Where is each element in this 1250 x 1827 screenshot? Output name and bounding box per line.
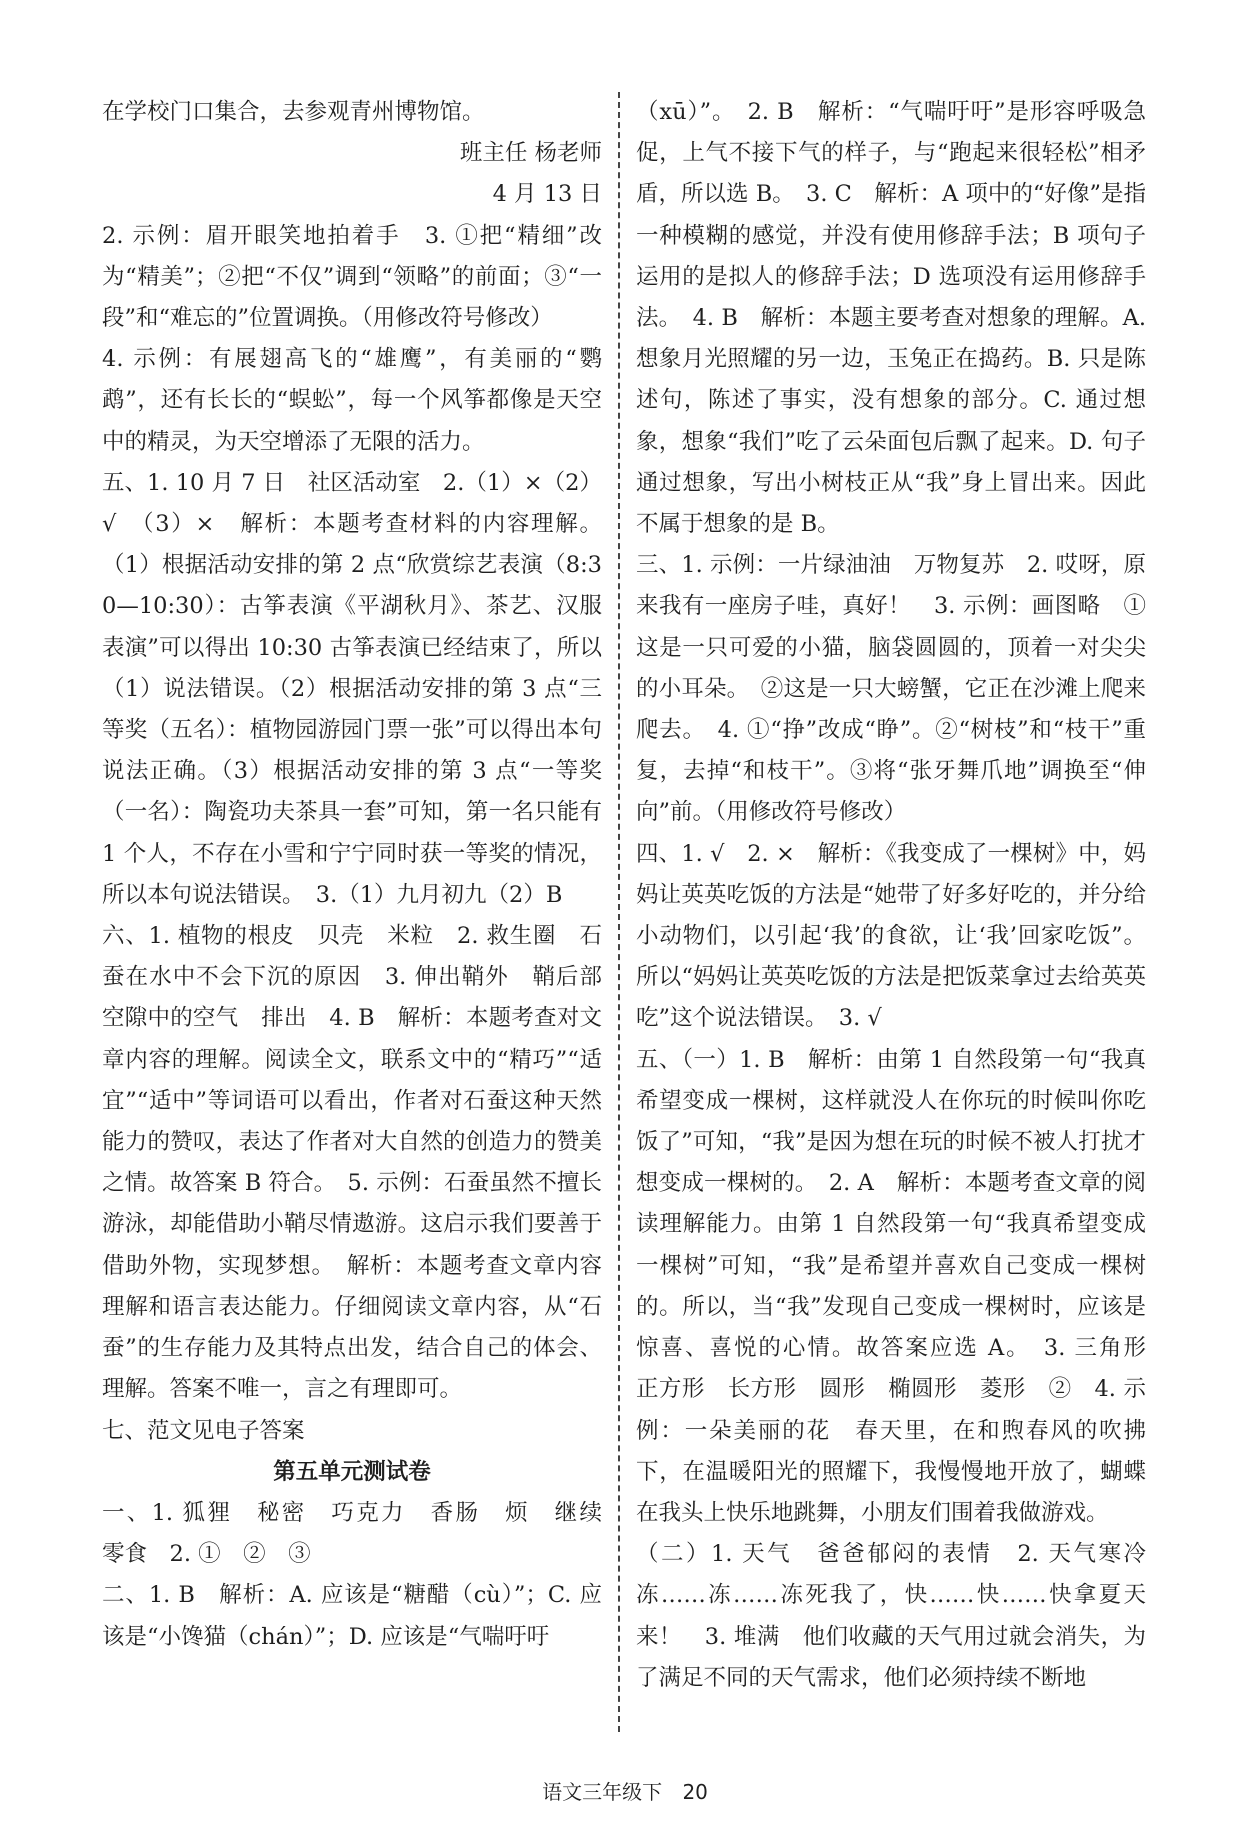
left-column xyxy=(102,92,625,1658)
right-column xyxy=(636,92,1169,1699)
right-paragraph-4: （二）1. 天气 爸爸郁闷的表情 2. 天气寒冷 冻……冻……冻死我了，快……快……快拿夏天来！ 3. 堆满 他们收藏的天气用过就会消失，为了满足不同的天气需求，他们必须持续不断地 xyxy=(636,1541,1169,1691)
left-after-title-0: 一、1. 狐狸 秘密 巧克力 香肠 烦 继续 零食 2. ① ② ③ xyxy=(102,1499,625,1568)
column-divider xyxy=(618,92,620,1732)
page-footer xyxy=(0,1776,1250,1805)
right-paragraph-1: 三、1. 示例：一片绿油油 万物复苏 2. 哎呀，原来我有一座房子哇，真好！ 3. 示例：画图略 ①这是一只可爱的小猫，脑袋圆圆的，顶着一对尖尖的小耳朵。 ②这是一只大螃蟹，它正在沙滩上爬来爬去。 4. ①“挣”改成“睁”。②“树枝”和“枝干”重复，去掉“和枝干”。③将“张牙舞爪地”调换至“伸向”前。（用修改符号修改） xyxy=(636,552,1146,826)
left-paragraph-2: 4. 示例：有展翅高飞的“雄鹰”，有美丽的“鹦鹉”，还有长长的“蜈蚣”，每一个风筝都像是天空中的精灵，为天空增添了无限的活力。 xyxy=(102,346,602,455)
right-paragraph-2: 四、1. √ 2. × 解析：《我变成了一棵树》中，妈妈让英英吃饭的方法是“她带了好多好吃的，并分给小动物们，以引起‘我’的食欲，让‘我’回家吃饭”。所以“妈妈让英英吃饭的方法是把饭菜拿过去给英英吃”这个说法错误。 3. √ xyxy=(636,840,1146,1032)
page-number: 20 xyxy=(682,1780,708,1804)
left-paragraph-0: 在学校门口集合，去参观青州博物馆。 xyxy=(102,99,485,125)
left-paragraph-1: 2. 示例：眉开眼笑地拍着手 3. ①把“精细”改为“精美”；②把“不仅”调到“领略”的前面；③“一段”和“难忘的”位置调换。（用修改符号修改） xyxy=(102,222,602,332)
left-paragraph-3: 五、1. 10 月 7 日 社区活动室 2.（1）×（2）√ （3）× 解析：本题考查材料的内容理解。（1）根据活动安排的第 2 点“欣赏综艺表演（8:30—10:30）：古筝表演《平湖秋月》、茶艺、汉服表演”可以得出 10:30 古筝表演已经结束了，所以（1）说法错误。（2）根据活动安排的第 3 点“三等奖（五名）：植物园游园门票一张”可以得出本句说法正确。（3）根据活动安排的第 3 点“一等奖（一名）：陶瓷功夫茶具一套”可知，第一名只能有 1 个人，不存在小雪和宁宁同时获一等奖的情况，所以本句说法错误。 3.（1）九月初九（2）B xyxy=(102,469,602,908)
left-after-title-1: 二、1. B 解析：A. 应该是“糖醋（cù）”；C. 应该是“小馋猫（chán）”；D. 应该是“气喘吁吁 xyxy=(102,1582,602,1650)
left-paragraph-5: 七、范文见电子答案 xyxy=(102,1417,305,1444)
section-title: 第五单元测试卷 xyxy=(273,1458,431,1485)
signature-teacher: 班主任 杨老师 xyxy=(459,140,602,167)
left-paragraph-4: 六、1. 植物的根皮 贝壳 米粒 2. 救生圈 石蚕在水中不会下沉的原因 3. 伸出鞘外 鞘后部空隙中的空气 排出 4. B 解析：本题考查对文章内容的理解。阅读全文，联系文中的“精巧”“适宜”“适中”等词语可以看出，作者对石蚕这种天然能力的赞叹，表达了作者对大自然的创造力的赞美之情。故答案 B 符合。 5. 示例：石蚕虽然不擅长游泳，却能借助小鞘尽情遨游。这启示我们要善于借助外物，实现梦想。 解析：本题考查文章内容理解和语言表达能力。仔细阅读文章内容，从“石蚕”的生存能力及其特点出发，结合自己的体会、理解。答案不唯一，言之有理即可。 xyxy=(102,923,602,1403)
signature-date: 4 月 13 日 xyxy=(492,181,602,208)
right-paragraph-3: 五、（一）1. B 解析：由第 1 自然段第一句“我真希望变成一棵树，这样就没人在你玩的时候叫你吃饭了”可知，“我”是因为想在玩的时候不被人打扰才想变成一棵树的。 2. A 解析：本题考查文章的阅读理解能力。由第 1 自然段第一句“我真希望变成一棵树”可知，“我”是希望并喜欢自己变成一棵树的。所以，当“我”发现自己变成一棵树时，应该是惊喜、喜悦的心情。故答案应选 A。 3. 三角形 正方形 长方形 圆形 椭圆形 菱形 ② 4. 示例：一朵美丽的花 春天里，在和煦春风的吹拂下，在温暖阳光的照耀下，我慢慢地开放了，蝴蝶在我头上快乐地跳舞，小朋友们围着我做游戏。 xyxy=(636,1046,1169,1526)
right-paragraph-0: （xū）”。 2. B 解析：“气喘吁吁”是形容呼吸急促，上气不接下气的样子，与“跑起来很轻松”相矛盾，所以选 B。 3. C 解析：A 项中的“好像”是指一种模糊的感觉，并没有使用修辞手法；B 项句子运用的是拟人的修辞手法；D 选项没有运用修辞手法。 4. B 解析：本题主要考查对想象的理解。A. 想象月光照耀的另一边，玉兔正在捣药。B. 只是陈述句，陈述了事实，没有想象的部分。C. 通过想象，想象“我们”吃了云朵面包后飘了起来。D. 句子通过想象，写出小树枝正从“我”身上冒出来。因此不属于想象的是 B。 xyxy=(636,99,1146,538)
footer-subject: 语文三年级下 xyxy=(542,1780,663,1804)
